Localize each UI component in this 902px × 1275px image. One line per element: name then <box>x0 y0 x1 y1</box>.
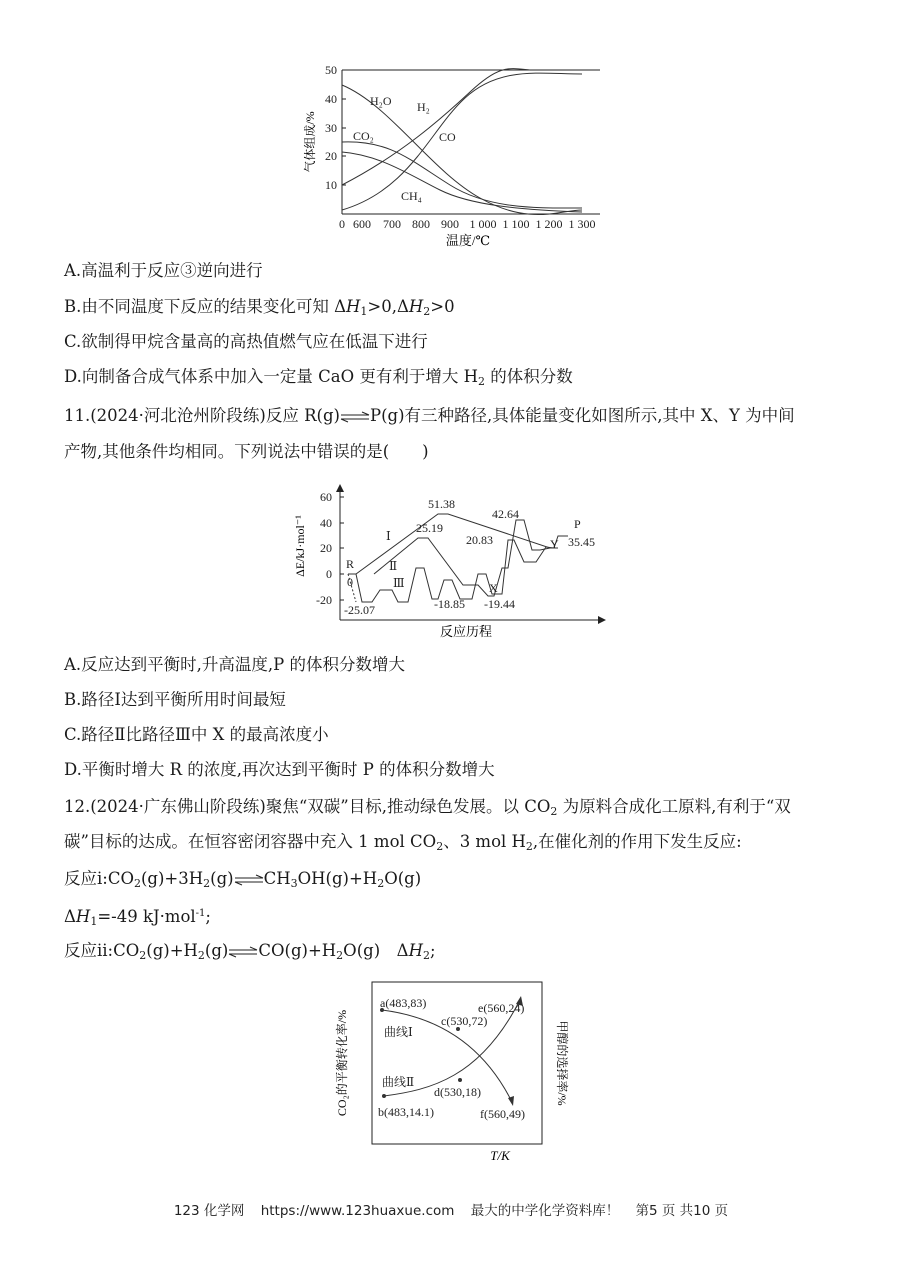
y-axis-label: ΔE/kJ·mol⁻¹ <box>293 515 307 577</box>
page-footer <box>0 1199 902 1219</box>
energy-profile-chart <box>288 482 618 642</box>
q12-text: 碳”目标的达成。在恒容密闭容器中充入 1 mol CO <box>64 832 437 851</box>
x-axis-label: 反应历程 <box>439 624 493 639</box>
q12-text: 12.(2024·广东佛山阶段练)聚焦“双碳”目标,推动绿色发展。以 CO <box>64 797 551 816</box>
value-minus-19-44: -19.44 <box>484 597 515 611</box>
rxn-text: (g)+H <box>146 941 198 960</box>
rxn-text: O(g) Δ <box>343 941 409 960</box>
value-42-64: 42.64 <box>492 507 519 521</box>
subscript: 1 <box>90 915 98 928</box>
q10-option-d <box>64 366 573 393</box>
h-symbol: H <box>408 297 424 316</box>
q10-option-d-text: D.向制备合成气体系中加入一定量 CaO 更有利于增大 H <box>64 367 478 386</box>
rxn-text: 反应ⅰ:CO <box>64 869 134 888</box>
y-tick: 10 <box>325 178 337 192</box>
point-d-label: d(530,18) <box>434 1085 481 1099</box>
q12-stem-line2 <box>64 831 742 858</box>
ch4-curve <box>342 152 582 212</box>
subscript: 2 <box>377 877 385 890</box>
rxn-text: (g) <box>210 869 234 888</box>
q11-option-a: A.反应达到平衡时,升高温度,P 的体积分数增大 <box>64 655 405 674</box>
q11-option-b: B.路径Ⅰ达到平衡所用时间最短 <box>64 690 286 709</box>
q11-option-d: D.平衡时增大 R 的浓度,再次达到平衡时 P 的体积分数增大 <box>64 760 495 779</box>
equilibrium-arrow-icon <box>228 946 258 958</box>
value-20-83: 20.83 <box>466 533 493 547</box>
q11-stem-part: P(g)有三种路径,具体能量变化如图所示,其中 X、Y 为中间 <box>369 406 795 425</box>
q10-option-a: A.高温利于反应③逆向进行 <box>64 261 263 280</box>
x-axis-label: T/K <box>490 1148 510 1163</box>
left-y-axis-label: CO₂的平衡转化率/% <box>335 1009 349 1117</box>
rxn-text: Δ <box>64 907 76 926</box>
value-minus-25-07: -25.07 <box>344 603 375 617</box>
x-tick: 600 <box>353 217 371 231</box>
point-c-label: c(530,72) <box>441 1014 488 1028</box>
y-tick: 50 <box>325 63 337 77</box>
subscript: 2 <box>423 305 431 318</box>
q10-option-b-mid: >0,Δ <box>367 297 409 316</box>
rxn-text: (g) <box>204 941 229 960</box>
rxn-text: ; <box>205 907 211 926</box>
point-b-label: b(483,14.1) <box>378 1105 434 1119</box>
rxn-text: ; <box>429 941 436 960</box>
rxn-text: OH(g)+H <box>297 869 378 888</box>
y-tick: 30 <box>325 121 337 135</box>
gas-composition-chart <box>300 60 610 252</box>
y-tick: 20 <box>320 541 332 555</box>
value-minus-18-85: -18.85 <box>434 597 465 611</box>
path-one-curve <box>348 514 558 574</box>
q12-text: 、3 mol H <box>443 832 526 851</box>
point-b <box>382 1094 386 1098</box>
y-tick: 40 <box>320 516 332 530</box>
h-symbol: H <box>346 297 361 316</box>
co-label: CO <box>439 130 456 144</box>
y-tick: -20 <box>316 593 332 607</box>
q11-stem-line1 <box>64 405 795 427</box>
subscript: 2 <box>139 949 147 962</box>
x-tick: 1 100 <box>502 217 530 231</box>
rxn-text: O(g) <box>384 869 422 888</box>
h2-curve <box>342 69 530 185</box>
reaction-two-equation <box>64 940 436 967</box>
rxn-text: 反应ⅱ:CO <box>64 941 140 960</box>
point-f-label: f(560,49) <box>480 1107 525 1121</box>
subscript: 2 <box>336 949 344 962</box>
subscript: 2 <box>525 840 533 853</box>
x-tick-zero: 0 <box>339 217 345 231</box>
h2-label: H₂ <box>417 100 430 114</box>
x-tick: 900 <box>441 217 459 231</box>
label-path-three: Ⅲ <box>393 576 405 590</box>
value-zero: 0 <box>347 575 353 589</box>
ch4-label: CH₄ <box>401 189 422 203</box>
point-d <box>458 1078 462 1082</box>
footer-site: 123 化学网 <box>173 1203 245 1219</box>
h2o-label: H₂O <box>370 94 392 108</box>
rxn-text: CH <box>263 869 291 888</box>
x-tick: 1 200 <box>535 217 563 231</box>
subscript: 3 <box>290 877 298 890</box>
y-tick: 20 <box>325 149 337 163</box>
q10-option-c: C.欲制得甲烷含量高的高热值燃气应在低温下进行 <box>64 332 428 351</box>
x-axis-label: 温度/℃ <box>445 233 491 248</box>
equilibrium-arrow-icon <box>234 874 264 886</box>
q10-option-b <box>64 296 455 323</box>
x-tick: 1 000 <box>469 217 497 231</box>
label-p: P <box>574 517 581 531</box>
q11-option-c: C.路径Ⅱ比路径Ⅲ中 X 的最高浓度小 <box>64 725 329 744</box>
x-tick: 700 <box>383 217 401 231</box>
q10-option-b-text: B.由不同温度下反应的结果变化可知 Δ <box>64 297 347 316</box>
h-symbol: H <box>408 941 423 960</box>
curve-two-label: 曲线Ⅱ <box>382 1075 415 1089</box>
label-path-one: Ⅰ <box>386 529 391 543</box>
q12-stem-line1 <box>64 796 791 823</box>
superscript: -1 <box>195 908 206 919</box>
x-tick: 800 <box>412 217 430 231</box>
point-a-label: a(483,83) <box>380 996 427 1010</box>
y-axis-label: 气体组成/% <box>303 111 317 173</box>
value-51-38: 51.38 <box>428 497 455 511</box>
reaction-one-equation <box>64 868 421 895</box>
q11-stem-part: 11.(2024·河北沧州阶段练)反应 R(g) <box>64 406 340 425</box>
q12-text: 为原料合成化工原料,有利于“双 <box>557 797 791 816</box>
point-e-label: e(560,24) <box>478 1001 525 1015</box>
subscript: 2 <box>478 375 485 388</box>
y-tick: 60 <box>320 490 332 504</box>
path-three-curve <box>356 536 568 602</box>
reaction-one-enthalpy <box>64 903 211 933</box>
footer-page-number: 第5 页 共10 页 <box>635 1203 729 1219</box>
y-tick: 0 <box>326 567 332 581</box>
y-tick: 40 <box>325 92 337 106</box>
rxn-text: =-49 kJ·mol <box>97 907 196 926</box>
x-tick: 1 300 <box>568 217 596 231</box>
subscript: 2 <box>436 840 444 853</box>
conversion-selectivity-chart <box>330 978 570 1168</box>
rxn-text: CO(g)+H <box>258 941 337 960</box>
rxn-text: (g)+3H <box>141 869 204 888</box>
q10-option-b-suffix: >0 <box>430 297 455 316</box>
q12-text: ,在催化剂的作用下发生反应: <box>532 832 742 851</box>
co2-label: CO₂ <box>353 129 374 143</box>
subscript: 2 <box>550 805 558 818</box>
label-path-two: Ⅱ <box>389 559 398 573</box>
subscript: 1 <box>360 305 368 318</box>
footer-url[interactable]: https://www.123huaxue.com <box>260 1203 455 1219</box>
q11-stem-line2: 产物,其他条件均相同。下列说法中错误的是( ) <box>64 442 429 461</box>
q10-option-d-suffix: 的体积分数 <box>485 367 573 386</box>
subscript: 2 <box>203 877 211 890</box>
equilibrium-arrow-icon <box>340 411 370 423</box>
label-r: R <box>346 557 355 571</box>
subscript: 2 <box>422 949 430 962</box>
subscript: 2 <box>197 949 205 962</box>
label-y: Y <box>550 537 559 551</box>
right-y-axis-label: 甲醇的选择率/% <box>555 1020 569 1106</box>
curve-one-label: 曲线Ⅰ <box>384 1025 413 1039</box>
h-symbol: H <box>75 907 91 926</box>
value-35-45: 35.45 <box>568 535 595 549</box>
label-x: X <box>489 581 498 595</box>
footer-slogan: 最大的中学化学资料库！ <box>470 1203 620 1219</box>
value-25-19: 25.19 <box>416 521 443 535</box>
subscript: 2 <box>134 877 141 890</box>
